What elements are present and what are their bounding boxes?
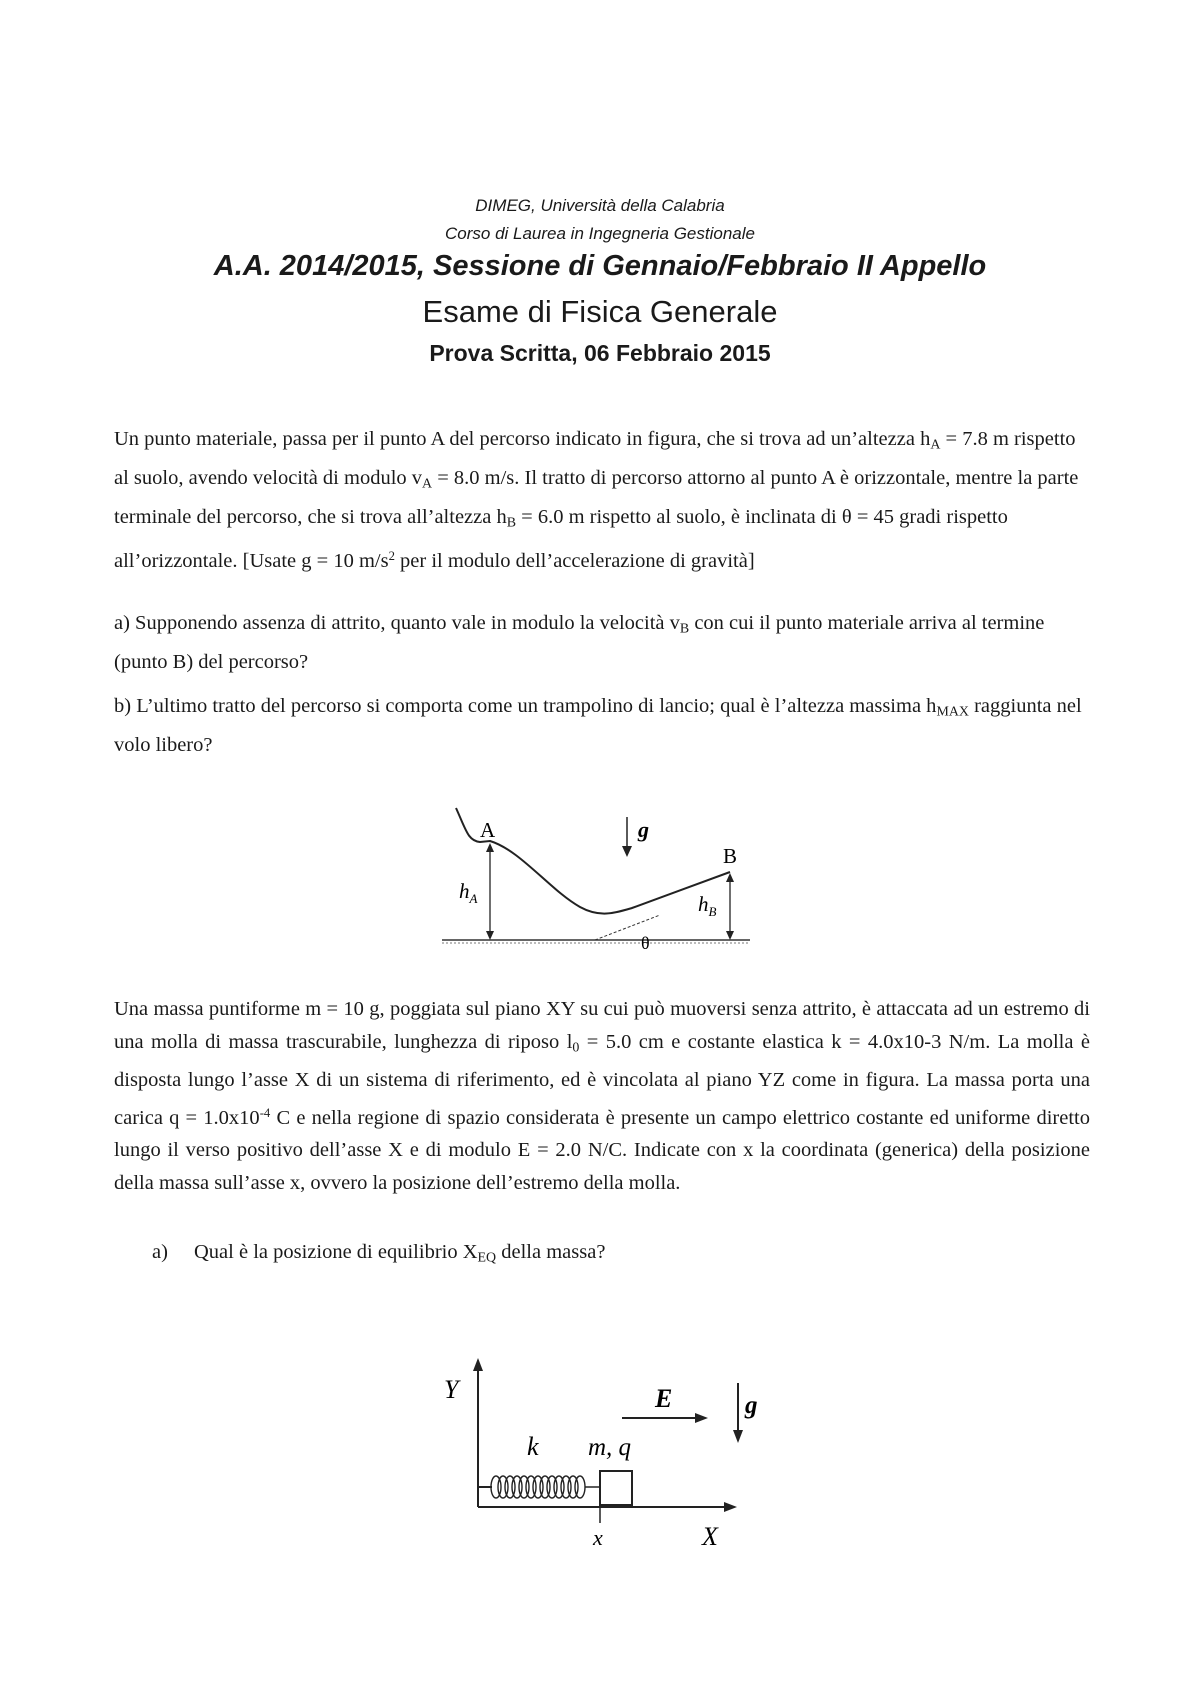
question-label: a) [152, 1241, 168, 1263]
ha-arrow [486, 843, 494, 940]
label-g: g [638, 817, 649, 842]
y-axis [473, 1358, 483, 1507]
problem1-question-b: b) L’ultimo tratto del percorso si comporta come un trampolino di lancio; qual è l’altezza massima $h_{MAX}$ raggiunta nel volo libero? [114, 695, 1082, 756]
institution-line: DIMEG, Università della Calabria [475, 196, 725, 215]
problem2-intro: Una massa puntiforme m = 10 g, poggiata sul piano XY su cui può muoversi senza attrito, è attaccata ad un estremo di una molla di massa trascurabile, lunghezza di riposo $l_0 = 5.0$ cm e costante elastica k = 4.0x10-3 N/m. La molla è disposta lungo l’asse X di un sistema di riferimento, ed è vincolata al piano YZ come in figura. La massa porta una carica $q = 1.0x10^{-4}$ C e nella regione di spazio considerata è presente un campo elettrico costante ed uniforme diretto lungo il verso positivo dell’asse X e di modulo E = 2.0 N/C. Indicate con x la coordinata (generica) della posizione della massa sull’asse x, ovvero la posizione dell’estremo della molla. [114, 998, 1090, 1194]
mass-block [600, 1471, 632, 1505]
problem1-intro: Un punto materiale, passa per il punto A del percorso indicato in figura, che si trova ad un’altezza $h_A = 7.8$ m rispetto al suolo, avendo velocità di modulo $v_A = 8.0$ m/s. Il tratto di percorso attorno al punto A è orizzontale, mentre la parte terminale del percorso, che si trova all’altezza $h_B = 6.0$ m rispetto al suolo, è inclinata di θ = 45 gradi rispetto all’orizzontale. [Usate g = 10 $m/s^2$ per il modulo dell’accelerazione di gravità] [114, 428, 1079, 572]
spring-coils [491, 1476, 585, 1498]
label-a: A [480, 818, 496, 842]
gravity-arrow-2 [733, 1383, 743, 1443]
label-x-position: x [593, 1525, 603, 1550]
label-e-field: E [655, 1384, 673, 1413]
label-x-axis: X [702, 1522, 718, 1551]
label-g-2: g [745, 1392, 758, 1419]
hb-arrow [726, 873, 734, 940]
label-y-axis: Y [444, 1375, 459, 1404]
track-figure [440, 805, 760, 955]
course-line: Corso di Laurea in Ingegneria Gestionale [445, 224, 755, 243]
exam-subtitle: Prova Scritta, 06 Febbraio 2015 [429, 340, 771, 366]
e-field-arrow [622, 1413, 708, 1423]
label-k: k [527, 1432, 539, 1461]
session-line: A.A. 2014/2015, Sessione di Gennaio/Febbraio II Appello [213, 250, 987, 282]
gravity-arrow [622, 817, 632, 857]
label-ha: $h_A$ [459, 879, 478, 906]
ground-line [442, 940, 750, 943]
label-mass-charge: m, q [588, 1434, 632, 1461]
problem2-question-a: a) Qual è la posizione di equilibrio $X_{EQ}$ della massa? [114, 1236, 1090, 1275]
problem1-question-a: a) Supponendo assenza di attrito, quanto vale in modulo la velocità $v_B$ con cui il punto materiale arriva al termine (punto B) del percorso? [114, 612, 1045, 673]
exam-title: Esame di Fisica Generale [422, 294, 778, 329]
label-b: B [723, 844, 738, 868]
incline-extension [595, 915, 660, 940]
spring-figure [440, 1355, 770, 1555]
label-theta: θ [641, 933, 650, 953]
track-curve [456, 808, 730, 914]
label-hb: $h_B$ [698, 892, 717, 919]
